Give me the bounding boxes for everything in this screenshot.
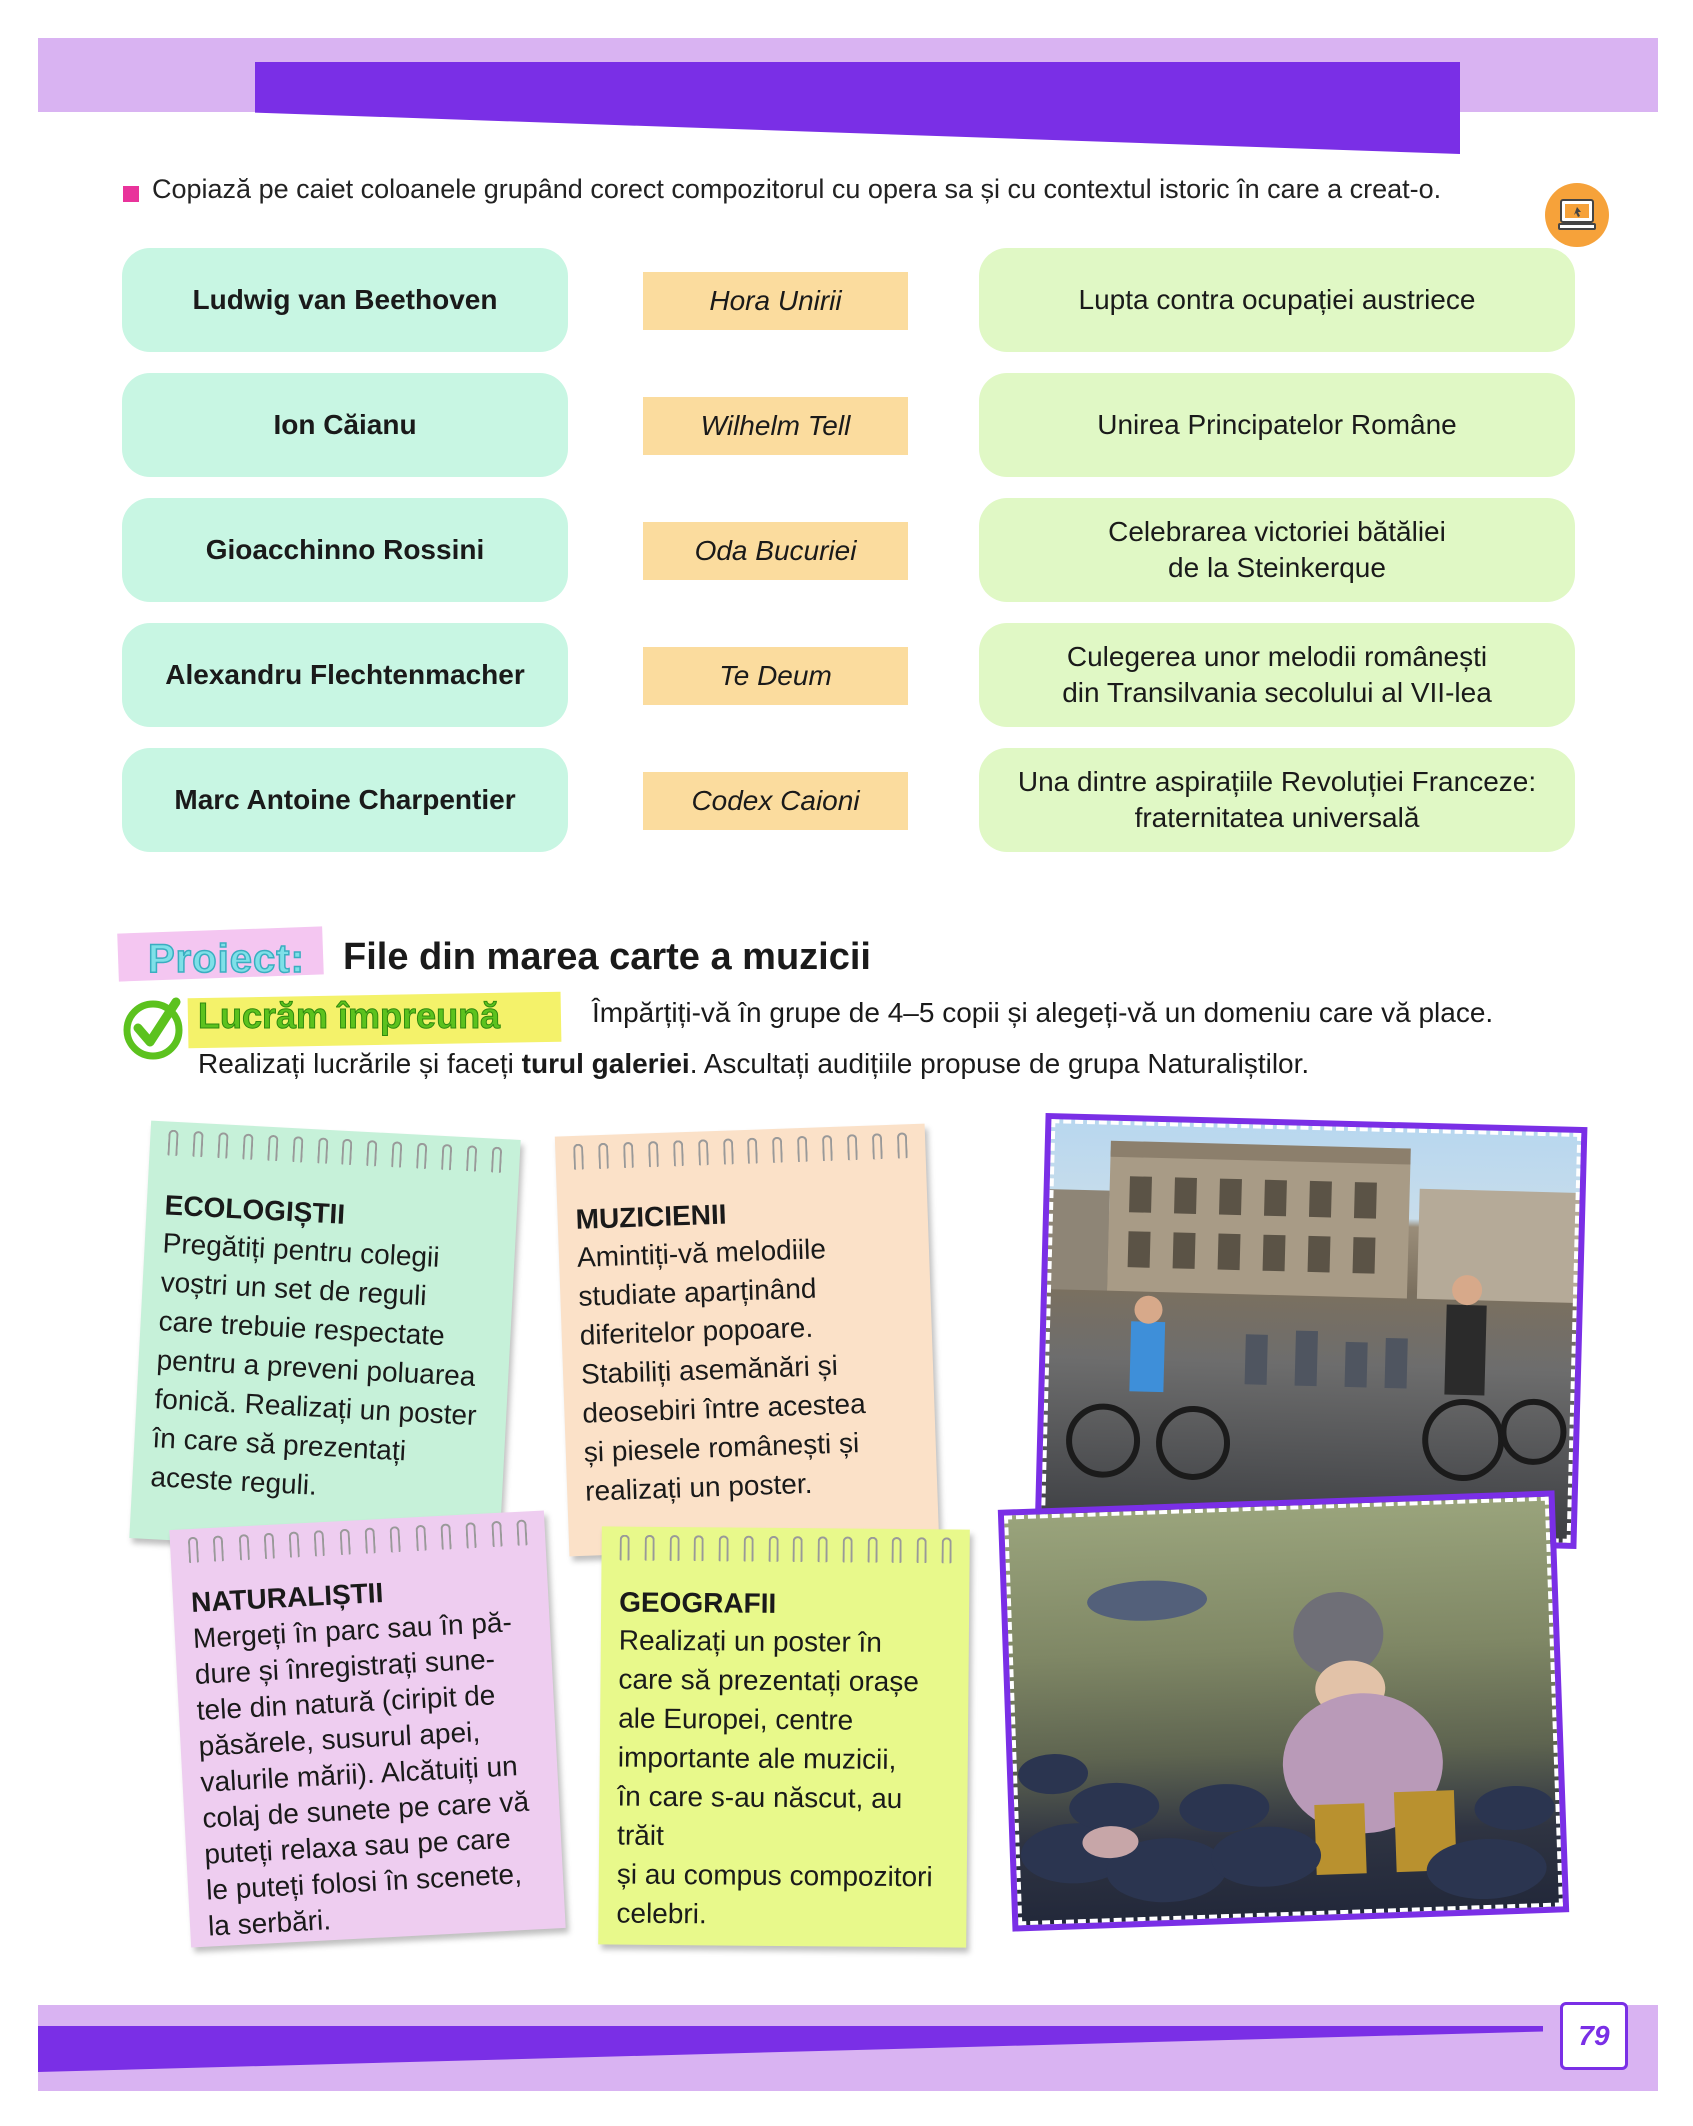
notebook-rings	[573, 1132, 908, 1172]
notebook-rings	[167, 1130, 502, 1175]
note-line: diferitelor popoare.	[579, 1311, 814, 1351]
intro-text: Realizați lucrările și faceți	[198, 1048, 522, 1079]
header-band-dark	[255, 62, 1460, 154]
note-line: care să prezentați orașe	[618, 1663, 920, 1698]
notebook-rings	[188, 1519, 528, 1565]
work-cell: Codex Caioni	[643, 772, 908, 830]
note-body	[616, 1621, 951, 1936]
project-intro-line	[198, 1048, 1309, 1080]
composer-cell: Gioacchinno Rossini	[122, 498, 568, 602]
context-cell	[979, 248, 1575, 352]
context-line: Celebrarea victoriei bătăliei	[1108, 516, 1446, 547]
note-body	[150, 1223, 498, 1513]
context-line: din Transilvania secolului al VII-lea	[1062, 677, 1492, 708]
project-label: Proiect:	[148, 937, 305, 981]
notebook-rings	[620, 1535, 952, 1566]
computer-icon	[1545, 183, 1609, 247]
context-cell	[979, 623, 1575, 727]
check-icon-glyph	[120, 992, 190, 1062]
note-line: deosebiri între acestea	[581, 1387, 867, 1429]
note-line: realizați un poster.	[584, 1467, 813, 1507]
note-naturalists	[169, 1510, 565, 1947]
note-line: puteți relaxa sau pe care	[203, 1822, 512, 1870]
note-title: MUZICIENII	[575, 1198, 728, 1235]
note-line: importante ale muzicii,	[617, 1741, 897, 1775]
composer-cell: Marc Antoine Charpentier	[122, 748, 568, 852]
photo-child-pigeons	[998, 1490, 1569, 1931]
page-number: 79	[1560, 2002, 1628, 2070]
project-title: File din marea carte a muzicii	[343, 936, 871, 978]
intro-text: . Ascultați audițiile propuse de grupa Naturaliștilor.	[689, 1048, 1310, 1079]
note-title: ECOLOGIȘTII	[163, 1189, 346, 1230]
note-line: Realizați un poster în	[618, 1624, 883, 1658]
composer-cell: Alexandru Flechtenmacher	[122, 623, 568, 727]
note-line: Amintiți-vă melodiile	[576, 1233, 827, 1273]
note-line: fonică. Realizați un poster	[153, 1383, 478, 1432]
note-line: Pregătiți pentru colegii	[161, 1227, 441, 1273]
context-line: Una dintre aspirațiile Revoluției Franceze:	[1017, 766, 1537, 797]
context-cell	[979, 498, 1575, 602]
note-body	[576, 1226, 919, 1510]
note-line: colaj de sunete pe care vă	[201, 1785, 530, 1834]
note-line: Mergeți în parc sau în pă-	[192, 1606, 513, 1654]
note-ecologists	[129, 1121, 520, 1558]
note-line: voștri un set de reguli	[159, 1266, 428, 1312]
note-body	[192, 1603, 547, 1944]
note-line: ale Europei, centre	[618, 1702, 854, 1736]
note-line: păsărele, susurul apei,	[197, 1716, 481, 1762]
work-cell: Hora Unirii	[643, 272, 908, 330]
project-intro-line: Împărțiți-vă în grupe de 4–5 copii și alegeți-vă un domeniu care vă place.	[592, 997, 1494, 1028]
check-icon	[120, 992, 190, 1062]
note-line: celebri.	[616, 1897, 707, 1930]
composer-cell: Ion Căianu	[122, 373, 568, 477]
note-line: care trebuie respectate	[157, 1305, 446, 1352]
note-line: în care să prezentați	[151, 1422, 407, 1467]
context-line: Unirea Principatelor Române	[1097, 409, 1457, 440]
note-line: tele din natură (ciripit de	[195, 1679, 497, 1726]
note-line: pentru a preveni poluarea	[155, 1344, 477, 1392]
note-line: le puteți folosi în scenete,	[205, 1858, 523, 1906]
photo-cyclists-city	[1035, 1113, 1588, 1549]
note-musicians	[555, 1124, 939, 1557]
context-line: Lupta contra ocupației austriece	[1078, 284, 1476, 315]
context-cell	[979, 373, 1575, 477]
note-line: dure și înregistrați sune-	[194, 1643, 496, 1690]
note-line: aceste reguli.	[149, 1461, 318, 1501]
note-line: în care s-au născut, au trăit	[617, 1780, 903, 1851]
computer-icon-glyph	[1557, 197, 1597, 233]
photo-pigeons-illustration	[1004, 1497, 1563, 1926]
note-geographers	[598, 1526, 970, 1947]
context-line: fraternitatea universală	[1134, 802, 1420, 833]
note-line: Stabiliți asemănări și	[580, 1349, 839, 1390]
context-line: Culegerea unor melodii românești	[1066, 641, 1488, 672]
note-line: și au compus compozitori	[616, 1858, 933, 1893]
composer-cell: Ludwig van Beethoven	[122, 248, 568, 352]
bullet-square	[123, 186, 139, 202]
note-line: la serbări.	[207, 1904, 332, 1942]
note-line: și piesele românești și	[583, 1427, 860, 1468]
work-cell: Wilhelm Tell	[643, 397, 908, 455]
intro-bold-text: turul galeriei	[521, 1048, 690, 1079]
context-line: de la Steinkerque	[1168, 552, 1386, 583]
note-line: studiate aparținând	[577, 1272, 817, 1312]
work-label: Lucrăm împreună	[198, 995, 501, 1036]
instruction-text: Copiază pe caiet coloanele grupând corect compozitorul cu opera sa și cu contextul istoric în care a creat-o.	[152, 174, 1442, 204]
note-line: valurile mării). Alcătuiți un	[199, 1750, 519, 1798]
work-cell: Oda Bucuriei	[643, 522, 908, 580]
note-title: NATURALIȘTII	[190, 1577, 385, 1619]
photo-cyclists-illustration	[1041, 1119, 1582, 1543]
work-cell: Te Deum	[643, 647, 908, 705]
note-title: GEOGRAFII	[619, 1586, 777, 1619]
context-cell	[979, 748, 1575, 852]
